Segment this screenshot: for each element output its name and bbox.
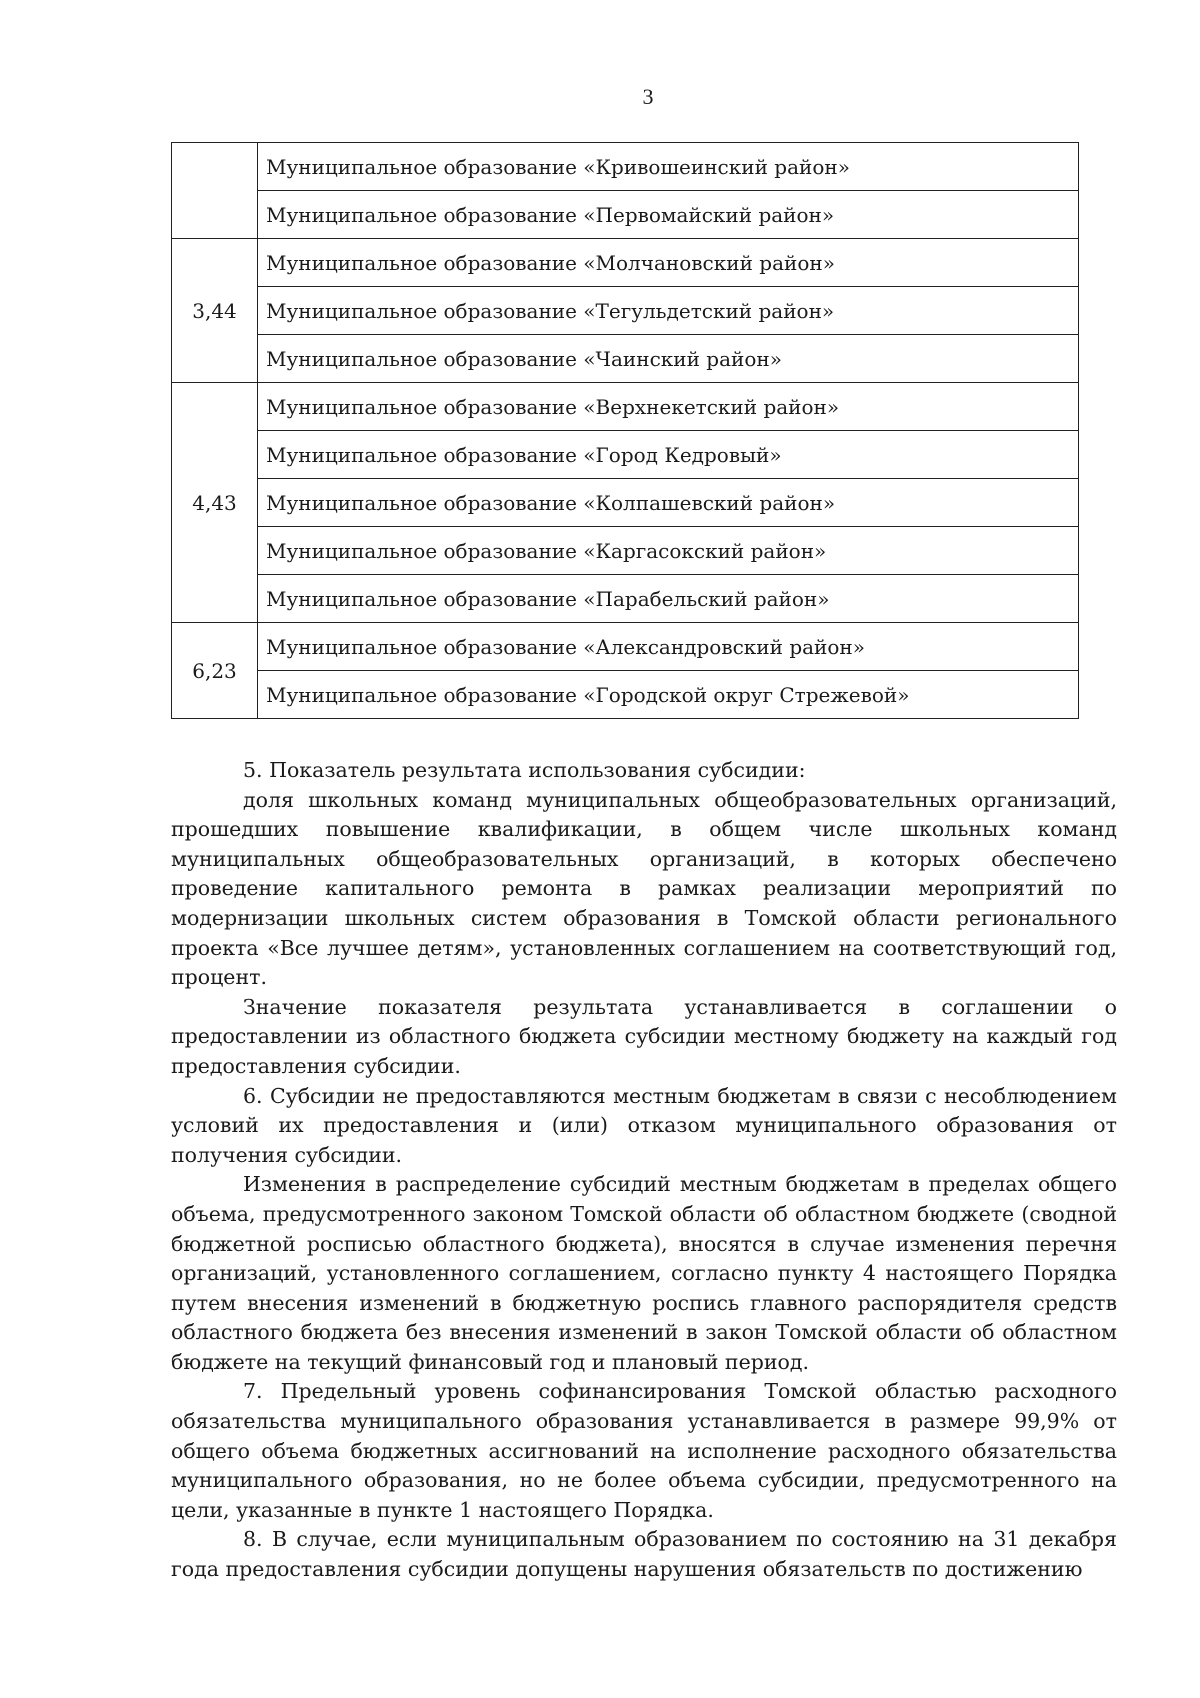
- municipality-cell: Муниципальное образование «Первомайский район»: [258, 191, 1079, 239]
- paragraph-8: 8. В случае, если муниципальным образованием по состоянию на 31 декабря года предоставления субсидии допущены нарушения обязательств по достижению: [171, 1527, 1117, 1582]
- municipality-cell: Муниципальное образование «Чаинский район»: [258, 335, 1079, 383]
- municipality-cell: Муниципальное образование «Александровский район»: [258, 623, 1079, 671]
- municipality-cell: Муниципальное образование «Тегульдетский район»: [258, 287, 1079, 335]
- rate-cell: 3,44: [172, 239, 258, 383]
- table-row: [172, 287, 1079, 335]
- rate-cell: 6,23: [172, 623, 258, 719]
- municipality-cell: Муниципальное образование «Верхнекетский район»: [258, 383, 1079, 431]
- subsidy-distribution-table: [171, 142, 1079, 719]
- municipality-cell: Муниципальное образование «Колпашевский район»: [258, 479, 1079, 527]
- table-row: [172, 335, 1079, 383]
- page-number: 3: [642, 84, 654, 109]
- table-row: [172, 191, 1079, 239]
- table-row: [172, 671, 1079, 719]
- table-row: [172, 479, 1079, 527]
- paragraph-indicator-value: Значение показателя результата устанавливается в соглашении о предоставлении из областного бюджета субсидии местному бюджету на каждый год предоставления субсидии.: [171, 994, 1117, 1078]
- table-row: [172, 239, 1079, 287]
- table-row: [172, 143, 1079, 191]
- paragraph-7: 7. Предельный уровень софинансирования Томской областью расходного обязательства муниципального образования устанавливается в размере 99,9% от общего объема бюджетных ассигнований на исполнение расходного обязательства муниципального образования, но не более объема субсидии, предусмотренного на цели, указанные в пункте 1 настоящего Порядка.: [171, 1379, 1117, 1522]
- table-row: [172, 431, 1079, 479]
- municipality-cell: Муниципальное образование «Кривошеинский район»: [258, 143, 1079, 191]
- municipality-cell: Муниципальное образование «Молчановский район»: [258, 239, 1079, 287]
- paragraph-5-heading: 5. Показатель результата использования субсидии:: [243, 758, 806, 782]
- body-text: [171, 756, 1117, 1585]
- rate-cell: [172, 143, 258, 239]
- table-row: [172, 623, 1079, 671]
- table-row: [172, 383, 1079, 431]
- rate-cell: 4,43: [172, 383, 258, 623]
- paragraph-indicator-definition: доля школьных команд муниципальных общеобразовательных организаций, прошедших повышение квалификации, в общем числе школьных команд муниципальных общеобразовательных организаций, в которых обеспечено проведение капитального ремонта в рамках реализации мероприятий по модернизации школьных систем образования в Томской области регионального проекта «Все лучшее детям», установленных соглашением на соответствующий год, процент.: [171, 787, 1117, 990]
- municipality-cell: Муниципальное образование «Парабельский район»: [258, 575, 1079, 623]
- municipality-cell: Муниципальное образование «Каргасокский район»: [258, 527, 1079, 575]
- municipality-cell: Муниципальное образование «Город Кедровый»: [258, 431, 1079, 479]
- municipality-cell: Муниципальное образование «Городской округ Стрежевой»: [258, 671, 1079, 719]
- table-row: [172, 575, 1079, 623]
- table-row: [172, 527, 1079, 575]
- paragraph-6: 6. Субсидии не предоставляются местным бюджетам в связи с несоблюдением условий их предоставления и (или) отказом муниципального образования от получения субсидии.: [171, 1083, 1117, 1167]
- paragraph-distribution-changes: Изменения в распределение субсидий местным бюджетам в пределах общего объема, предусмотренного законом Томской области об областном бюджете (сводной бюджетной росписью областного бюджета), вносятся в случае изменения перечня организаций, установленного соглашением, согласно пункту 4 настоящего Порядка путем внесения изменений в бюджетную роспись главного распорядителя средств областного бюджета без внесения изменений в закон Томской области об областном бюджете на текущий финансовый год и плановый период.: [171, 1172, 1117, 1374]
